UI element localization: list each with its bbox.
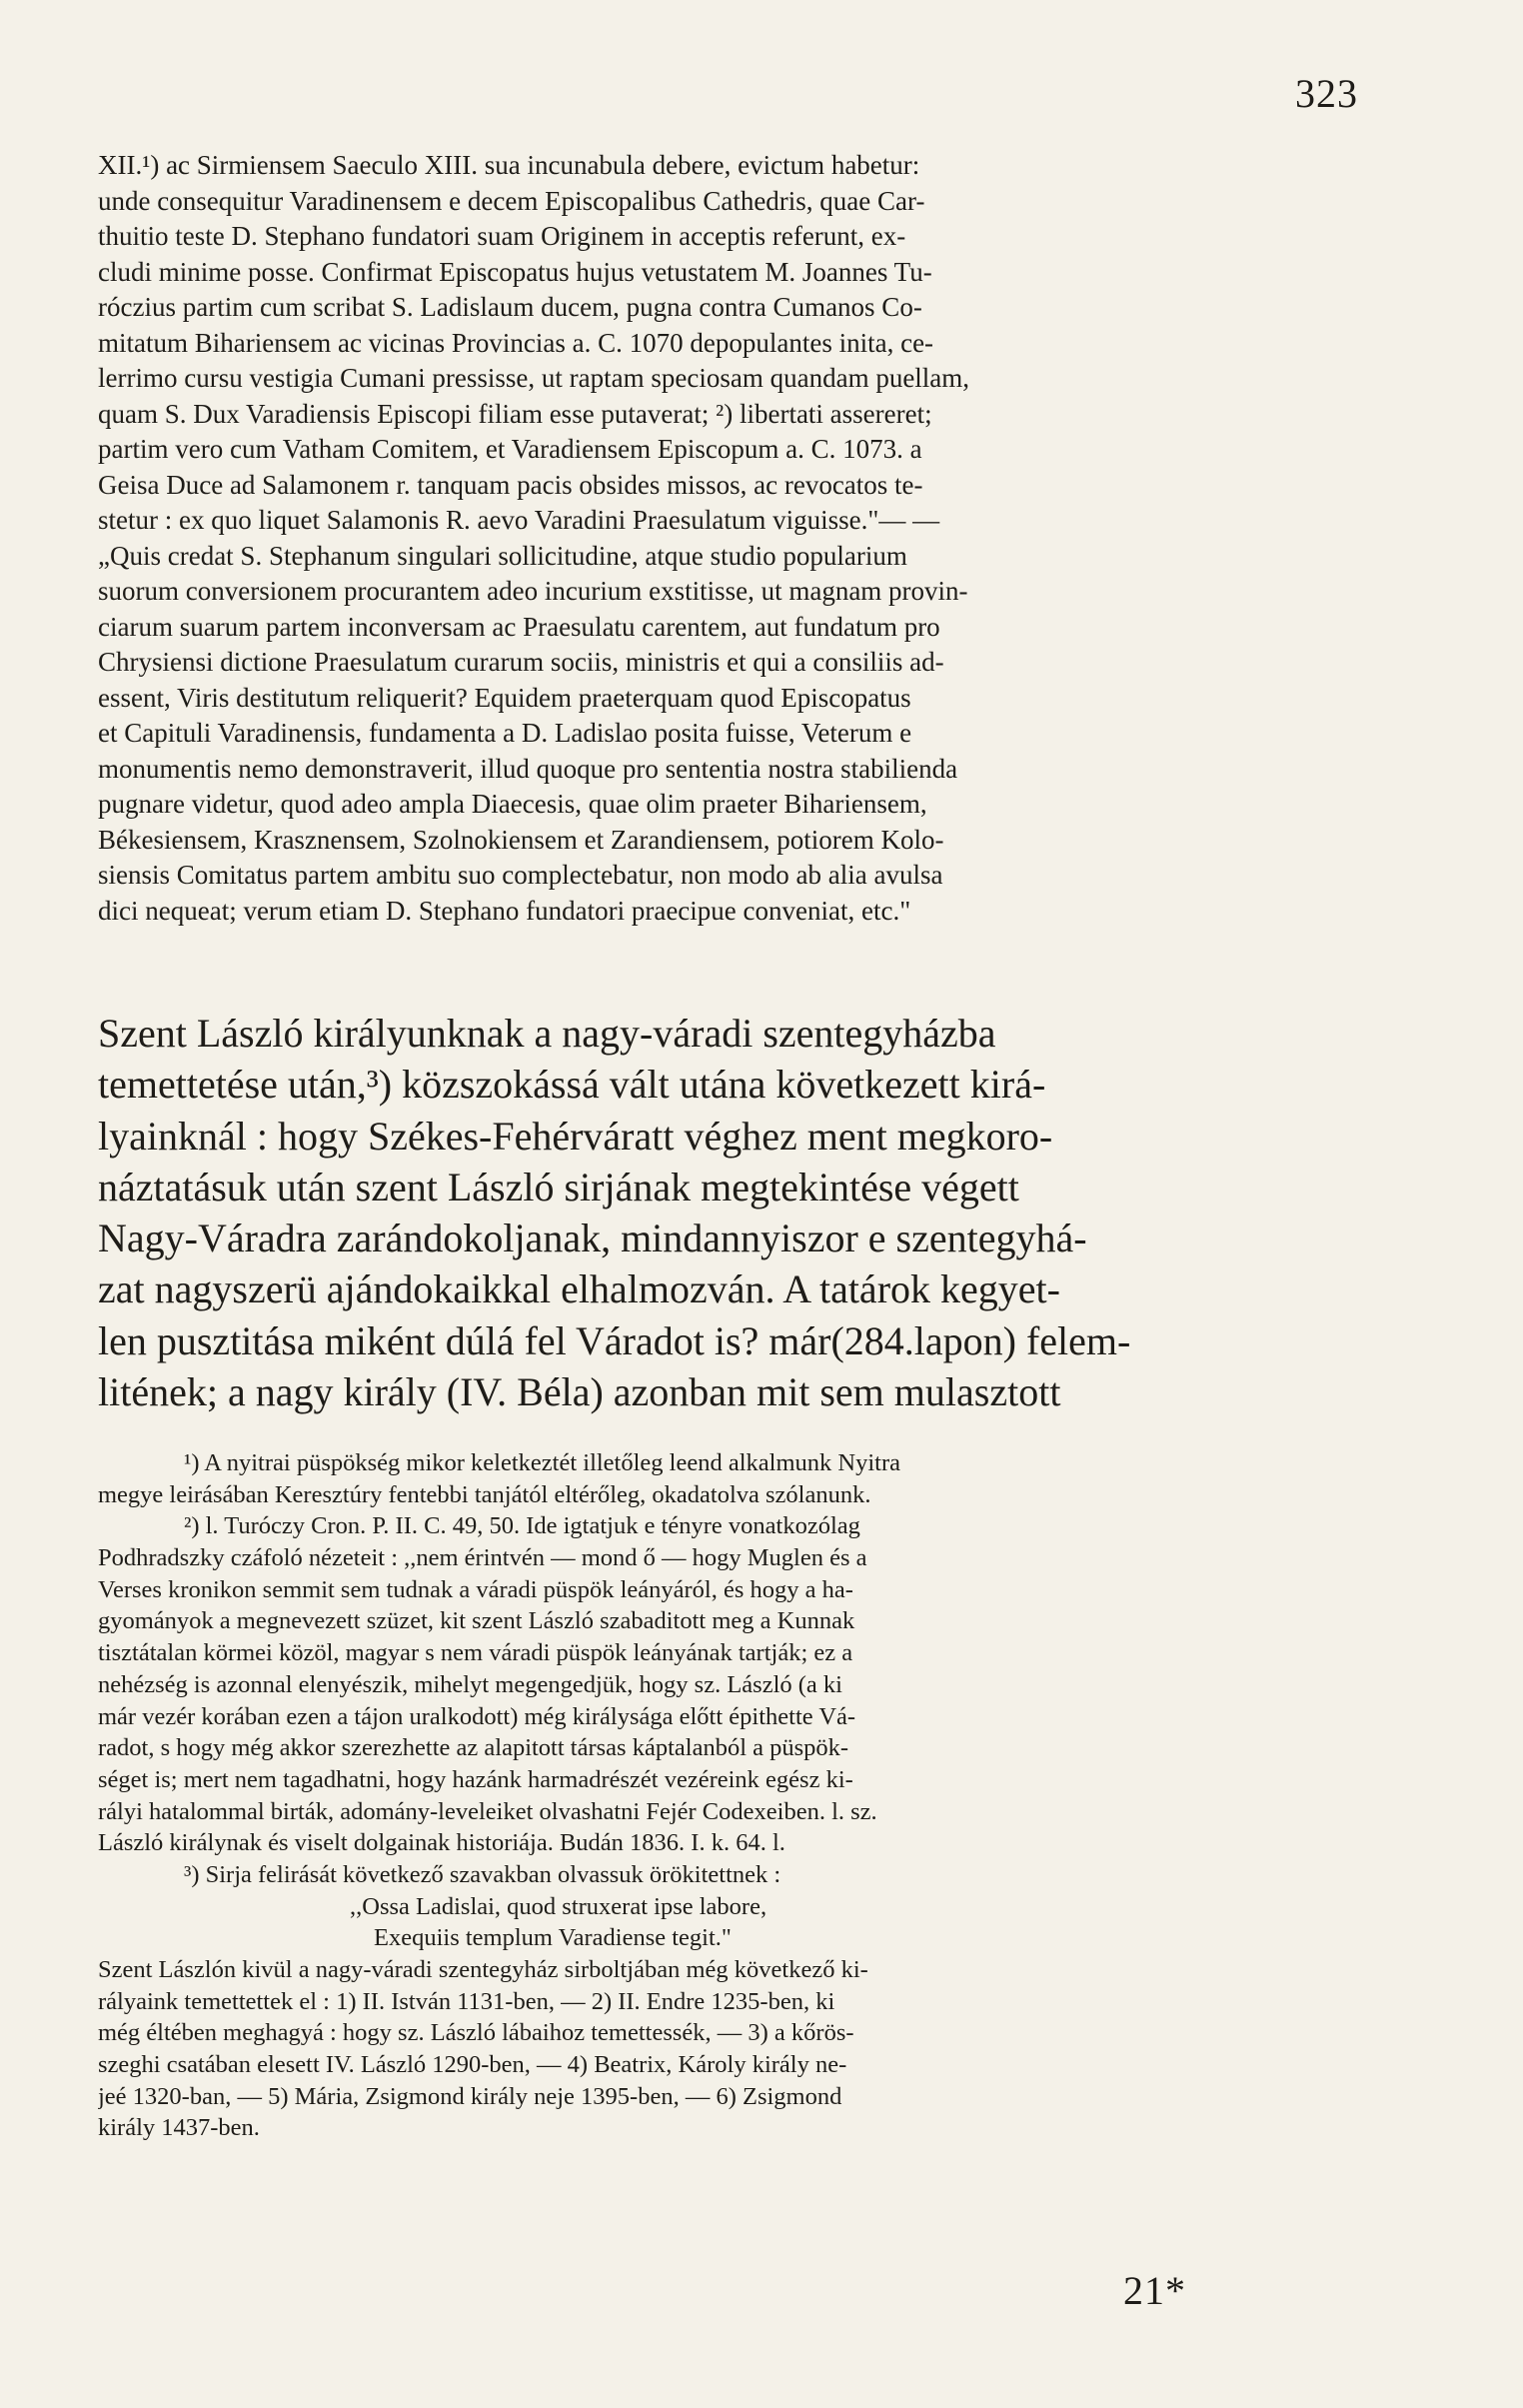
- footnote-line: nehézség is azonnal elenyészik, mihelyt megengedjük, hogy sz. László (a ki: [98, 1670, 842, 1698]
- latin-text-line: monumentis nemo demonstraverit, illud quoque pro sententia nostra stabilienda: [98, 753, 958, 784]
- main-text-line: Szent László királyunknak a nagy-váradi szentegyházba: [98, 1011, 996, 1056]
- footnote-line: radot, s hogy még akkor szerezhette az alapitott társas káptalanból a püspök-: [98, 1734, 849, 1762]
- latin-text-line: suorum conversionem procurantem adeo incurium exstitisse, ut magnam provin-: [98, 576, 968, 606]
- main-text-line: zat nagyszerü ajándokaikkal elhalmozván. A tatárok kegyet-: [98, 1266, 1060, 1312]
- latin-text-line: ciarum suarum partem inconversam ac Praesulatu carentem, aut fundatum pro: [98, 611, 940, 642]
- footnote-line: tisztátalan körmei közöl, magyar s nem váradi püspök leányának tartják; ez a: [98, 1639, 853, 1667]
- footnote-line: Exequiis templum Varadiense tegit.": [374, 1924, 732, 1952]
- latin-text-line: Geisa Duce ad Salamonem r. tanquam pacis obsides missos, ac revocatos te-: [98, 469, 923, 500]
- main-text-block: [98, 1008, 1397, 1417]
- footnote-line: séget is; mert nem tagadhatni, hogy hazánk harmadrészét vezéreink egész ki-: [98, 1765, 853, 1793]
- main-text-line: litének; a nagy király (IV. Béla) azonban mit sem mulasztott: [98, 1369, 1061, 1415]
- footnote-line: gyományok a megnevezett szüzet, kit szent László szabaditott meg a Kunnak: [98, 1607, 855, 1635]
- latin-text-line: mitatum Bihariensem ac vicinas Provincias a. C. 1070 depopulantes inita, ce-: [98, 327, 934, 358]
- footnote-line: László királynak és viselt dolgainak historiája. Budán 1836. I. k. 64. l.: [98, 1829, 785, 1857]
- page-number: 323: [1295, 71, 1358, 116]
- latin-text-line: quam S. Dux Varadiensis Episcopi filiam esse putaverat; ²) libertati assereret;: [98, 398, 932, 429]
- footnote-line: Verses kronikon semmit sem tudnak a váradi püspök leányáról, és hogy a ha-: [98, 1575, 853, 1603]
- latin-text-line: Chrysiensi dictione Praesulatum curarum sociis, ministris et qui a consiliis ad-: [98, 647, 944, 677]
- main-text-line: náztatásuk után szent László sirjának megtekintése végett: [98, 1164, 1019, 1209]
- latin-text-line: dici nequeat; verum etiam D. Stephano fundatori praecipue conveniat, etc.": [98, 895, 911, 926]
- latin-text-line: et Capituli Varadinensis, fundamenta a D. Ladislao posita fuisse, Veterum e: [98, 718, 912, 748]
- latin-text-line: partim vero cum Vatham Comitem, et Varadiensem Episcopum a. C. 1073. a: [98, 434, 922, 464]
- latin-text-line: siensis Comitatus partem ambitu suo complectebatur, non modo ab alia avulsa: [98, 860, 943, 890]
- footnote-line: ¹) A nyitrai püspökség mikor keletkeztét illetőleg leend alkalmunk Nyitra: [184, 1449, 900, 1476]
- footnote-line: megye leirásában Keresztúry fentebbi tanjától eltérőleg, okadatolva szólanunk.: [98, 1480, 871, 1508]
- latin-text-line: pugnare videtur, quod adeo ampla Diaecesis, quae olim praeter Bihariensem,: [98, 789, 927, 819]
- footnote-line: még éltében meghagyá : hogy sz. László lábaihoz temettessék, — 3) a kőrös-: [98, 2019, 854, 2047]
- latin-quotation-block: [98, 148, 1397, 929]
- main-text-line: lyainknál : hogy Székes-Fehérváratt véghez ment megkoro-: [98, 1113, 1053, 1159]
- footnote-line: Szent Lászlón kivül a nagy-váradi szentegyház sirboltjában még következő ki-: [98, 1956, 868, 1983]
- latin-text-line: cludi minime posse. Confirmat Episcopatus hujus vetustatem M. Joannes Tu-: [98, 256, 932, 287]
- footnote-line: király 1437-ben.: [98, 2114, 260, 2142]
- footnote-line: jeé 1320-ban, — 5) Mária, Zsigmond király neje 1395-ben, — 6) Zsigmond: [98, 2082, 842, 2110]
- signature-mark: 21*: [1123, 2268, 1186, 2313]
- main-text-line: len pusztitása miként dúlá fel Váradot is? már(284.lapon) felem-: [98, 1317, 1131, 1363]
- latin-text-line: lerrimo cursu vestigia Cumani pressisse, ut raptam speciosam quandam puellam,: [98, 363, 970, 393]
- main-text-line: Nagy-Váradra zarándokoljanak, mindannyiszor e szentegyhá-: [98, 1215, 1087, 1261]
- footnote-line: rályi hatalommal birták, adomány-leveleiket olvashatni Fejér Codexeiben. l. sz.: [98, 1797, 877, 1825]
- footnote-line: Podhradszky czáfoló nézeteit : ,,nem érintvén — mond ő — hogy Muglen és a: [98, 1544, 867, 1572]
- footnote-line: ²) l. Turóczy Cron. P. II. C. 49, 50. Ide igtatjuk e tényre vonatkozólag: [184, 1512, 860, 1540]
- latin-text-line: stetur : ex quo liquet Salamonis R. aevo Varadini Praesulatum viguisse."— —: [98, 505, 940, 535]
- footnote-line: ,,Ossa Ladislai, quod struxerat ipse labore,: [350, 1892, 767, 1920]
- latin-text-line: róczius partim cum scribat S. Ladislaum ducem, pugna contra Cumanos Co-: [98, 292, 922, 322]
- footnotes-block: [98, 1447, 1397, 2144]
- latin-text-line: „Quis credat S. Stephanum singulari sollicitudine, atque studio popularium: [98, 540, 907, 571]
- latin-text-line: essent, Viris destitutum reliquerit? Equidem praeterquam quod Episcopatus: [98, 682, 911, 713]
- latin-text-line: Békesiensem, Krasznensem, Szolnokiensem et Zarandiensem, potiorem Kolo-: [98, 824, 944, 855]
- latin-text-line: thuitio teste D. Stephano fundatori suam Originem in acceptis referunt, ex-: [98, 221, 906, 251]
- latin-text-line: unde consequitur Varadinensem e decem Episcopalibus Cathedris, quae Car-: [98, 185, 925, 216]
- latin-text-line: XII.¹) ac Sirmiensem Saeculo XIII. sua incunabula debere, evictum habetur:: [98, 150, 920, 180]
- footnote-line: rályaink temettettek el : 1) II. István 1131-ben, — 2) II. Endre 1235-ben, ki: [98, 1987, 835, 2015]
- footnote-line: már vezér korában ezen a tájon uralkodott) még királysága előtt épithette Vá-: [98, 1702, 856, 1730]
- footnote-line: ³) Sirja felirását következő szavakban olvassuk örökitettnek :: [184, 1860, 781, 1888]
- main-text-line: temettetése után,³) közszokássá vált utána következett kirá-: [98, 1062, 1046, 1108]
- footnote-line: szeghi csatában elesett IV. László 1290-ben, — 4) Beatrix, Károly király ne-: [98, 2051, 847, 2079]
